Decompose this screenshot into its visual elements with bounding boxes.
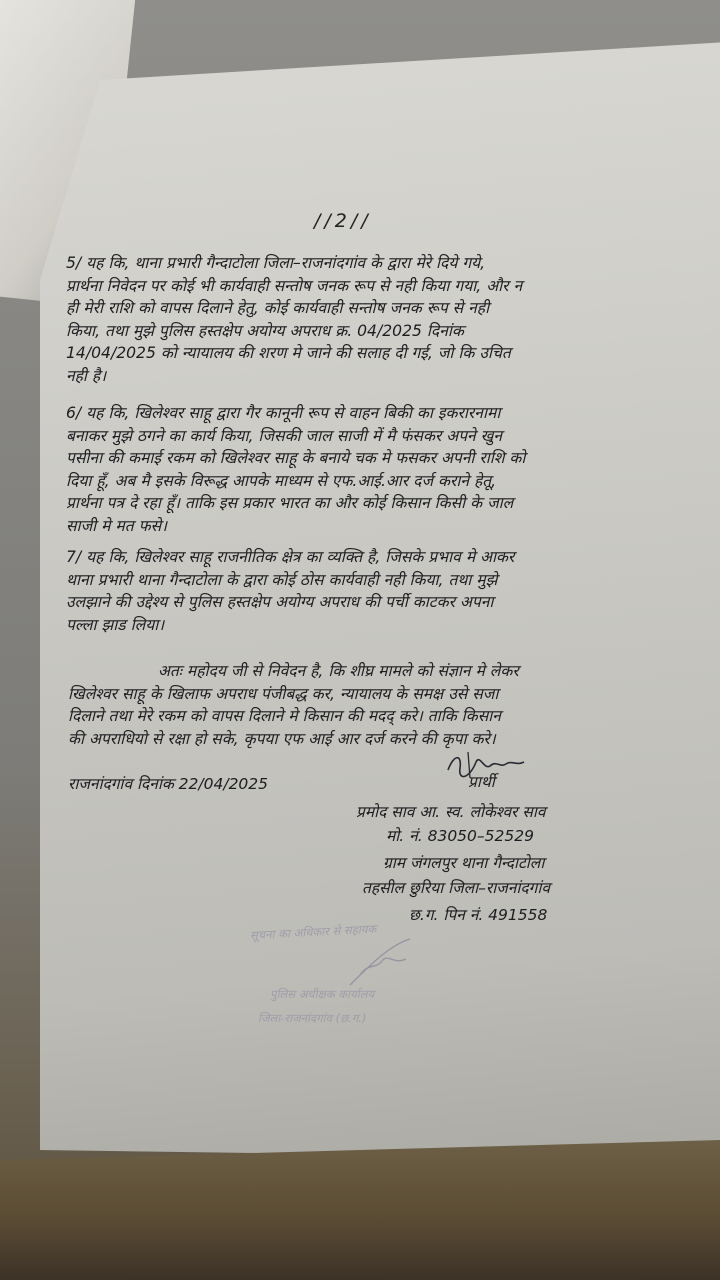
stamp-line: सूचना का अधिकार से सहायक — [249, 921, 377, 943]
stamp-line: पुलिस अधीक्षक कार्यालय — [270, 987, 375, 1001]
paragraph-line: अतः महोदय जी से निवेदन है, कि शीघ्र मामले को संज्ञान मे लेकर — [158, 662, 519, 680]
paragraph-line: प्रार्थना पत्र दे रहा हूँ। ताकि इस प्रकार भारत का और कोई किसान किसी के जाल — [66, 494, 514, 513]
paragraph-line: की अपराधियो से रक्षा हो सके, कृपया एफ आई आर दर्ज करने की कृपा करे। — [68, 729, 496, 748]
paragraph-6 — [66, 402, 670, 538]
paragraph-7 — [66, 546, 670, 636]
office-stamp — [249, 921, 440, 1055]
paragraph-line: साजी मे मत फसे। — [66, 516, 168, 535]
paragraph-line: उलझाने की उद्देश्य से पुलिस हस्तक्षेप अयोग्य अपराध की पर्ची काटकर अपना — [66, 593, 494, 612]
sender-tehsil: तहसील छुरिया जिला–राजनांदगांव — [362, 879, 550, 897]
paragraph-line: किया, तथा मुझे पुलिस हस्तक्षेप अयोग्य अपराध क्र. 04/2025 दिनांक — [66, 321, 464, 340]
paragraph-line: खिलेश्वर साहू के खिलाफ अपराध पंजीबद्ध कर, न्यायालय के समक्ष उसे सजा — [68, 684, 499, 703]
applicant-label: प्रार्थी — [468, 773, 495, 791]
fabric-background — [0, 1140, 720, 1280]
stamp-signature — [310, 935, 420, 995]
paragraph-line: पल्ला झाड लिया। — [66, 615, 165, 634]
paragraph-line: नही है। — [66, 366, 107, 385]
paragraph-line: 7/ यह कि, खिलेश्वर साहू राजनीतिक क्षेत्र का व्यक्ति है, जिसके प्रभाव मे आकर — [66, 548, 515, 566]
paragraph-line: 5/ यह कि, थाना प्रभारी गैन्दाटोला जिला–राजनांदगांव के द्वारा मेरे दिये गये, — [66, 254, 486, 272]
paragraph-line: 6/ यह कि, खिलेश्वर साहू द्वारा गैर कानूनी रूप से वाहन बिकी का इकरारनामा — [66, 404, 501, 422]
place-date: राजनांदगांव दिनांक 22/04/2025 — [68, 775, 269, 793]
closing-request — [68, 660, 672, 750]
paragraph-line: दिया हूँ, अब मै इसके विरूद्ध आपके माध्यम से एफ.आई.आर दर्ज कराने हेतू, — [66, 471, 497, 490]
sender-mobile: मो. नं. 83050–52529 — [386, 827, 534, 845]
paragraph-5 — [66, 252, 670, 388]
paragraph-line: ही मेरी राशि को वापस दिलाने हेतु, कोई कार्यवाही सन्तोष जनक रूप से नही — [66, 299, 490, 318]
paragraph-line: प्रार्थना निवेदन पर कोई भी कार्यवाही सन्तोष जनक रूप से नही किया गया, और न — [66, 276, 523, 295]
page-number: //2// — [314, 210, 372, 232]
paragraph-line: बनाकर मुझे ठगने का कार्य किया, जिसकी जाल साजी में मै फंसकर अपने खुन — [66, 426, 503, 445]
sender-name: प्रमोद साव आ. स्व. लोकेश्वर साव — [356, 803, 546, 821]
paragraph-line: 14/04/2025 को न्यायालय की शरण मे जाने की सलाह दी गई, जो कि उचित — [66, 344, 511, 363]
sender-pin: छ.ग. पिन नं. 491558 — [409, 906, 548, 924]
paragraph-line: पसीना की कमाई रकम को खिलेश्वर साहू के बनाये चक मे फसकर अपनी राशि को — [66, 449, 526, 468]
paragraph-line: दिलाने तथा मेरे रकम को वापस दिलाने मे किसान की मदद् करे। ताकि किसान — [68, 707, 501, 726]
stamp-line: जिला-राजनांदगांव (छ.ग.) — [258, 1011, 367, 1025]
sender-village: ग्राम जंगलपुर थाना गैन्दाटोला — [383, 854, 545, 872]
paragraph-line: थाना प्रभारी थाना गैन्दाटोला के द्वारा कोई ठोस कार्यवाही नही किया, तथा मुझे — [66, 570, 498, 589]
